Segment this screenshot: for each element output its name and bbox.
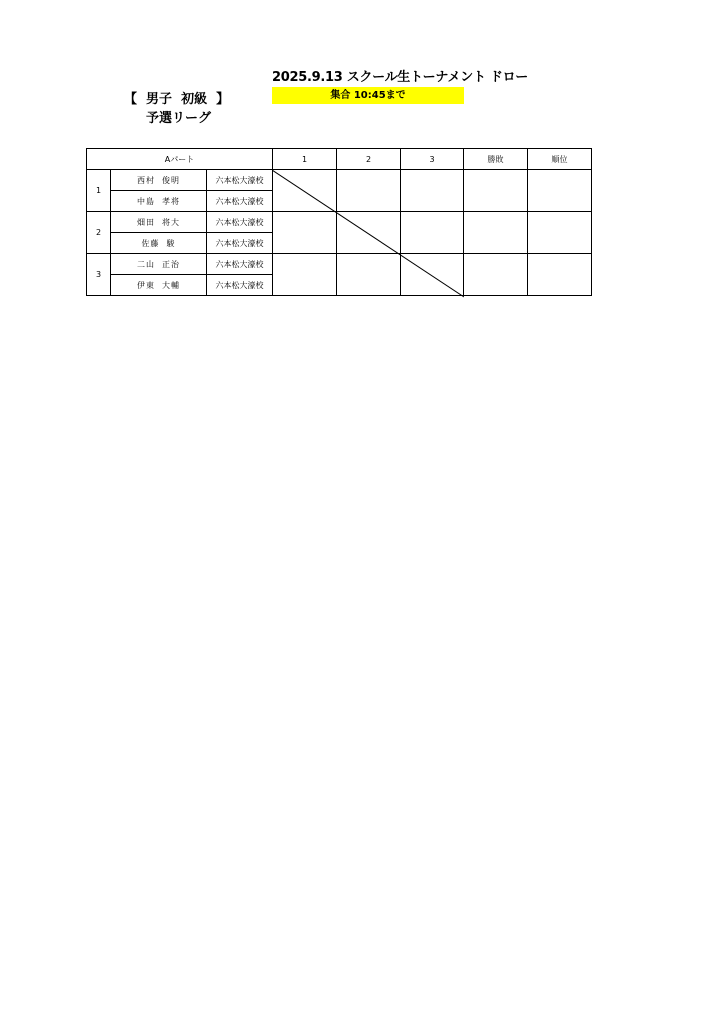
player-name: 西村 俊明	[111, 170, 207, 191]
player-school: 六本松大濠校	[207, 275, 273, 296]
column-header-1: 1	[273, 149, 337, 170]
entry-number: 2	[87, 212, 111, 254]
win-loss-cell	[464, 212, 528, 254]
part-label: Aパート	[87, 149, 273, 170]
entry-number: 1	[87, 170, 111, 212]
assembly-time-banner: 集合 10:45まで	[272, 87, 464, 104]
column-header-rank: 順位	[528, 149, 592, 170]
league-subtitle: 予選リーグ	[146, 111, 212, 126]
player-name: 伊東 大輔	[111, 275, 207, 296]
column-header-2: 2	[337, 149, 401, 170]
player-school: 六本松大濠校	[207, 254, 273, 275]
diagonal-line	[272, 170, 464, 297]
page-title: 2025.9.13 スクール生トーナメント ドロー	[272, 70, 528, 85]
division-label: 【 男子 初級 】	[124, 92, 230, 107]
player-school: 六本松大濠校	[207, 212, 273, 233]
win-loss-cell	[464, 170, 528, 212]
entry-number: 3	[87, 254, 111, 296]
player-school: 六本松大濠校	[207, 191, 273, 212]
rank-cell	[528, 212, 592, 254]
player-name: 佐藤 駿	[111, 233, 207, 254]
player-school: 六本松大濠校	[207, 170, 273, 191]
player-school: 六本松大濠校	[207, 233, 273, 254]
rank-cell	[528, 254, 592, 296]
self-match-diagonal	[272, 170, 464, 298]
win-loss-cell	[464, 254, 528, 296]
rank-cell	[528, 170, 592, 212]
player-name: 中島 孝将	[111, 191, 207, 212]
player-name: 畑田 将大	[111, 212, 207, 233]
player-name: 二山 正治	[111, 254, 207, 275]
column-header-3: 3	[401, 149, 464, 170]
table-header-row	[87, 149, 592, 170]
column-header-win-loss: 勝敗	[464, 149, 528, 170]
